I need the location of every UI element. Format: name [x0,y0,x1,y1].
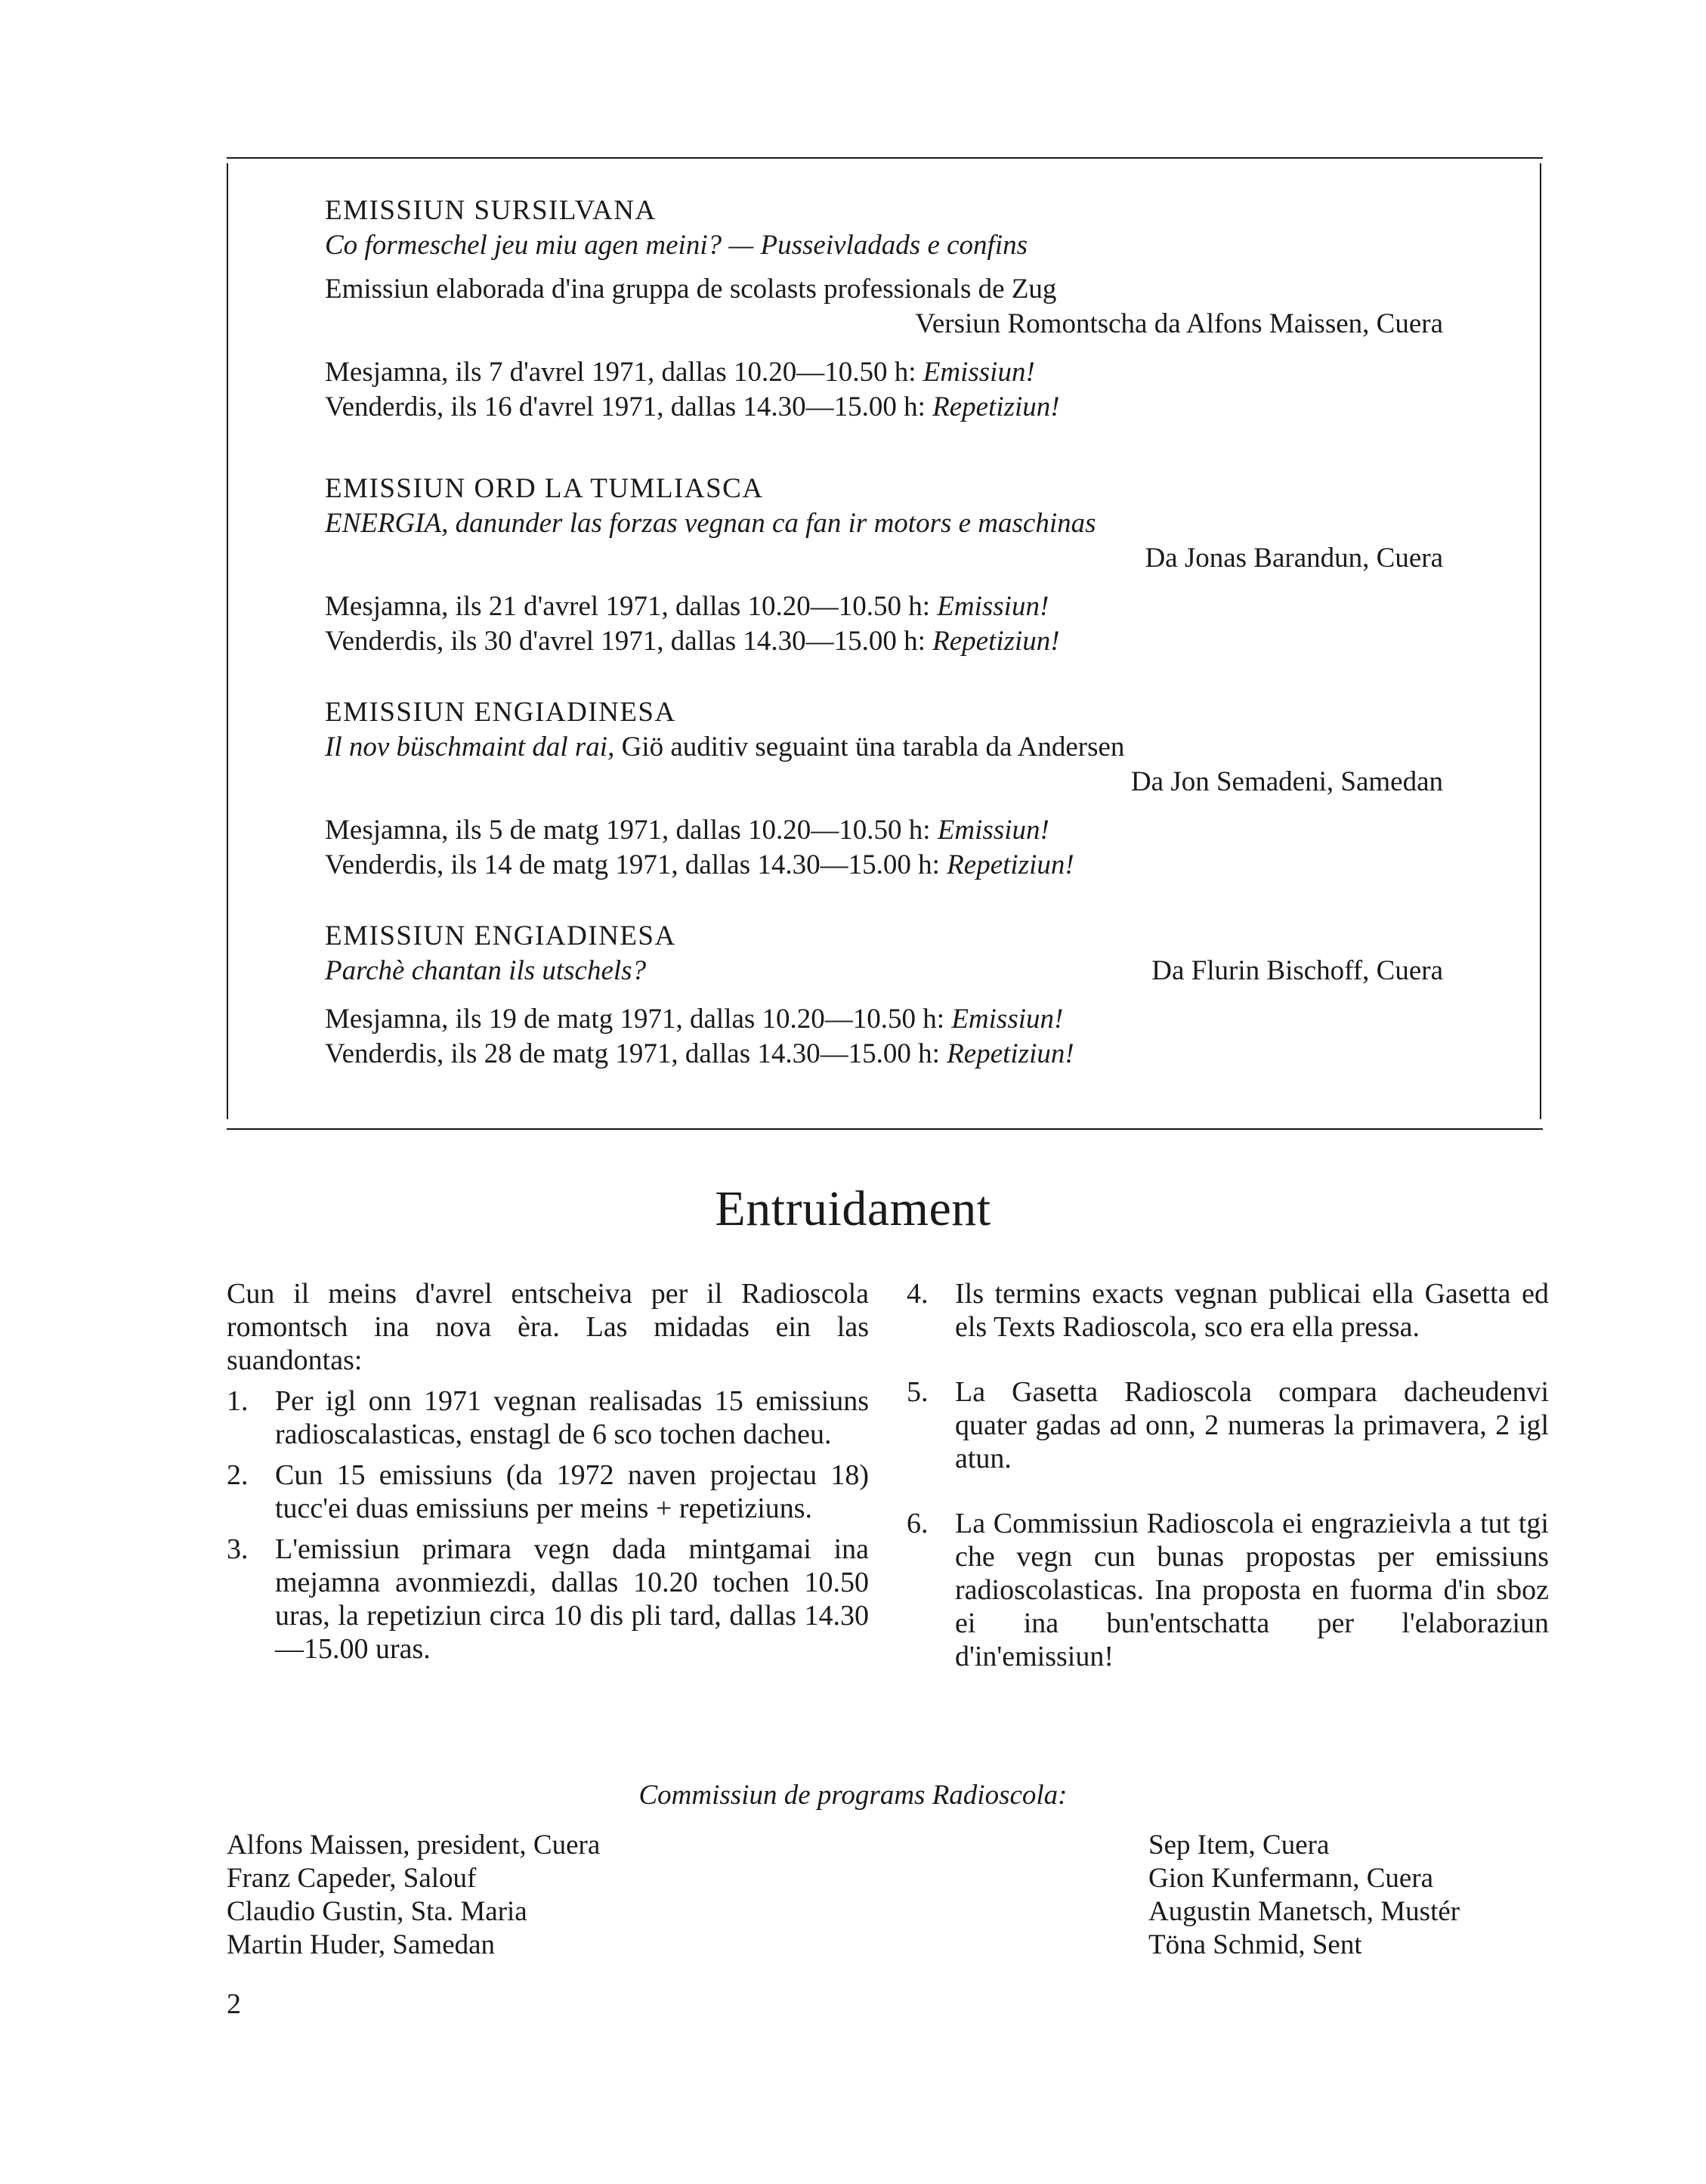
schedule-day: Mesjamna, ils 21 d'avrel 1971, dallas 10.20—10.50 h: [325,591,931,622]
broadcast-subtitle-rest: Giö auditiv seguaint üna tarabla da Andersen [614,732,1125,763]
broadcast-description: Emissiun elaborada d'ina gruppa de scolasts professionals de Zug [325,274,1057,305]
list-item-number: 5. [907,1376,929,1408]
broadcast-credit: Da Jon Semadeni, Samedan [1130,766,1443,797]
broadcast-entry [325,695,1443,883]
broadcast-subtitle: Co formeschel jeu miu agen meini? — Pusseivladads e confins [325,230,1028,261]
list-item-text: L'emissiun primara vegn dada mintgamai ina mejamna avonmiezdi, dallas 10.20 tochen 10.50 uras, la repetiziun circa 10 dis pli tard, dallas 14.30—15.00 uras. [275,1533,869,1665]
broadcast-entry [325,919,1443,1072]
broadcast-schedule [325,813,1443,883]
broadcast-subtitle [325,730,1443,765]
article-column-left [227,1277,869,1666]
broadcast-subtitle-row [325,954,1443,988]
schedule-line [325,1037,1443,1072]
commission-title: Commissiun de programs Radioscola: [638,1780,1068,1811]
commission-members-left [227,1829,600,1962]
schedule-line [325,390,1443,425]
article-column-right [907,1277,1549,1705]
broadcast-heading: EMISSIUN ENGIADINESA [325,920,676,951]
list-item-number: 4. [907,1278,929,1310]
list-item-text: La Gasetta Radioscola compara dacheudenvi quater gadas ad onn, 2 numeras la primavera, 2 igl atun. [955,1376,1549,1474]
schedule-day: Venderdis, ils 28 de matg 1971, dallas 14.30—15.00 h: [325,1038,940,1069]
list-item-number: 2. [227,1459,249,1491]
commission-member: Alfons Maissen, president, Cuera [227,1830,601,1861]
schedule-kind: Repetiziun! [932,391,1060,422]
broadcast-schedule-box [227,157,1543,1130]
schedule-day: Mesjamna, ils 19 de matg 1971, dallas 10.20—10.50 h: [325,1004,945,1035]
schedule-kind: Repetiziun! [932,626,1060,657]
list-item [227,1533,869,1666]
box-bottom-rule [227,1128,1543,1130]
list-item-text: Ils termins exacts vegnan publicai ella Gasetta ed els Texts Radioscola, sco era ella pressa. [955,1278,1549,1343]
schedule-line [325,355,1443,390]
broadcast-subtitle-title: Il nov büschmaint dal rai, [325,732,615,763]
broadcast-schedule [325,355,1443,425]
list-item-number: 3. [227,1533,249,1565]
broadcast-credit: Da Jonas Barandun, Cuera [1145,543,1443,574]
schedule-day: Mesjamna, ils 7 d'avrel 1971, dallas 10.20—10.50 h: [325,357,916,388]
list-item [907,1277,1549,1344]
schedule-line [325,1002,1443,1037]
article-title: Entruidament [715,1181,991,1236]
schedule-line [325,813,1443,848]
list-item-text: La Commissiun Radioscola ei engrazieivla a tut tgi che vegn cun bunas propostas per emissiuns radioscolasticas. Ina proposta en fuorma d'in sboz ei ina bun'entschatta per l'elaboraziun d'in'emissiun! [955,1508,1549,1672]
commission-member: Sep Item, Cuera [1148,1830,1330,1861]
article-intro: Cun il meins d'avrel entscheiva per il Radioscola romontsch ina nova èra. Las midadas ein las suandontas: [227,1278,869,1376]
commission-members-right [1148,1829,1460,1962]
commission-member: Töna Schmid, Sent [1148,1929,1362,1960]
broadcast-subtitle: ENERGIA, danunder las forzas vegnan ca fan ir motors e maschinas [325,508,1096,539]
list-item [227,1384,869,1451]
schedule-line [325,848,1443,883]
commission-member: Franz Capeder, Salouf [227,1863,477,1894]
broadcast-entry [325,193,1443,425]
list-item [907,1375,1549,1475]
broadcast-credit: Da Flurin Bischoff, Cuera [1151,955,1443,986]
box-right-rule [1540,163,1541,1119]
box-left-rule [227,163,228,1119]
list-item-number: 6. [907,1508,929,1539]
schedule-kind: Emissiun! [937,591,1049,622]
broadcast-heading: EMISSIUN ENGIADINESA [325,697,676,728]
list-item-text: Cun 15 emissiuns (da 1972 naven projectau 18) tucc'ei duas emissiuns per meins + repetiziuns. [275,1459,869,1524]
broadcast-schedule [325,589,1443,659]
broadcast-heading: EMISSIUN SURSILVANA [325,195,657,226]
commission-member: Gion Kunfermann, Cuera [1148,1863,1434,1894]
schedule-line [325,624,1443,659]
schedule-line [325,589,1443,624]
schedule-day: Venderdis, ils 14 de matg 1971, dallas 14.30—15.00 h: [325,849,940,880]
schedule-day: Venderdis, ils 16 d'avrel 1971, dallas 14.30—15.00 h: [325,391,926,422]
commission-member: Claudio Gustin, Sta. Maria [227,1896,527,1927]
commission-member: Augustin Manetsch, Mustér [1148,1896,1460,1927]
box-top-rule [227,157,1543,159]
list-item [227,1459,869,1525]
broadcast-subtitle: Parchè chantan ils utschels? [325,955,647,986]
broadcast-entry [325,472,1443,659]
commission-member: Martin Huder, Samedan [227,1929,496,1960]
broadcast-credit: Versiun Romontscha da Alfons Maissen, Cuera [915,308,1443,339]
schedule-day: Venderdis, ils 30 d'avrel 1971, dallas 14.30—15.00 h: [325,626,926,657]
broadcast-heading: EMISSIUN ORD LA TUMLIASCA [325,473,764,504]
list-item-text: Per igl onn 1971 vegnan realisadas 15 emissiuns radioscalasticas, enstagl de 6 sco tochen dacheu. [275,1385,869,1450]
list-item [907,1507,1549,1673]
schedule-kind: Repetiziun! [947,1038,1074,1069]
schedule-kind: Emissiun! [923,357,1035,388]
schedule-day: Mesjamna, ils 5 de matg 1971, dallas 10.20—10.50 h: [325,815,931,846]
page-number: 2 [227,1988,241,2020]
schedule-kind: Emissiun! [937,815,1049,846]
schedule-kind: Emissiun! [951,1004,1064,1035]
schedule-kind: Repetiziun! [947,849,1074,880]
list-item-number: 1. [227,1385,249,1417]
broadcast-schedule [325,1002,1443,1072]
